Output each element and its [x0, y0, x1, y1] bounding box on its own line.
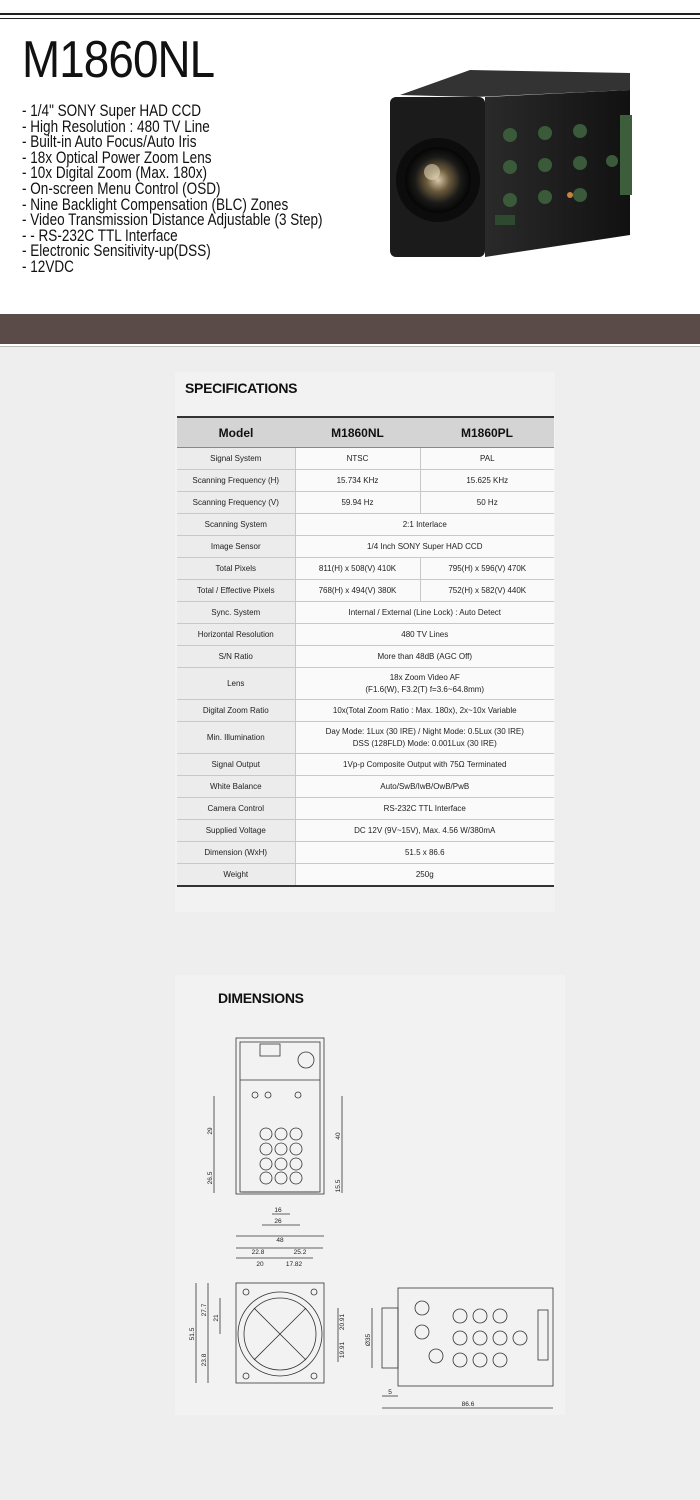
spec-label: Scanning System: [177, 514, 295, 536]
spec-label: White Balance: [177, 776, 295, 798]
feature-item: - - RS-232C TTL Interface: [22, 226, 178, 245]
dim-label: 23.8: [201, 1353, 208, 1367]
dim-label: Ø35: [365, 1333, 372, 1347]
dim-label: 86.6: [461, 1401, 475, 1408]
spec-label: Scanning Frequency (V): [177, 492, 295, 514]
spec-value: 15.734 KHz: [295, 470, 420, 492]
spec-line: Day Mode: 1Lux (30 IRE) / Night Mode: 0.5Lux (30 IRE): [325, 726, 524, 736]
spec-label: Weight: [177, 864, 295, 887]
spec-value: 2:1 Interlace: [295, 514, 554, 536]
spec-value: DC 12V (9V~15V), Max. 4.56 W/380mA: [295, 820, 554, 842]
spec-line: 18x Zoom Video AF: [389, 672, 460, 682]
table-row: [177, 514, 554, 536]
feature-item: - Built-in Auto Focus/Auto Iris: [22, 133, 197, 152]
spec-value: 480 TV Lines: [295, 624, 554, 646]
spec-value: 1/4 Inch SONY Super HAD CCD: [295, 536, 554, 558]
spec-line: (F1.6(W), F3.2(T) f=3.6~64.8mm): [365, 684, 485, 694]
spec-value: 50 Hz: [420, 492, 554, 514]
camera-module-photo: [380, 55, 670, 285]
spec-header-model: Model: [177, 417, 295, 448]
spec-label: Signal Output: [177, 754, 295, 776]
dim-label: 25.2: [293, 1249, 307, 1256]
dim-label: 20.91: [339, 1313, 346, 1331]
spec-value: PAL: [420, 448, 554, 470]
dim-label: 5: [388, 1389, 392, 1396]
dim-label: 21: [213, 1314, 220, 1322]
spec-line: DSS (128FLD) Mode: 0.001Lux (30 IRE): [352, 738, 497, 748]
table-row: [177, 798, 554, 820]
feature-list: [22, 104, 389, 276]
spec-label: Horizontal Resolution: [177, 624, 295, 646]
spec-value: 768(H) x 494(V) 380K: [295, 580, 420, 602]
specifications-heading: SPECIFICATIONS: [185, 380, 298, 396]
top-rule: [0, 13, 700, 15]
spec-label: Total Pixels: [177, 558, 295, 580]
dim-label: 48: [276, 1237, 284, 1244]
spec-value-multiline: [295, 722, 554, 754]
spec-value: 59.94 Hz: [295, 492, 420, 514]
table-row: [177, 668, 554, 700]
dim-label: 20: [256, 1261, 264, 1268]
top-rule-thin: [0, 18, 700, 19]
spec-header-ntsc: M1860NL: [295, 417, 420, 448]
table-row: [177, 470, 554, 492]
spec-header-pal: M1860PL: [420, 417, 554, 448]
spec-label: Min. Illumination: [177, 722, 295, 754]
spec-label: Digital Zoom Ratio: [177, 700, 295, 722]
dim-label: 16: [274, 1207, 282, 1214]
spec-label: Camera Control: [177, 798, 295, 820]
dim-label: 26.5: [207, 1171, 214, 1185]
spec-value: Internal / External (Line Lock) : Auto Detect: [295, 602, 554, 624]
table-row: [177, 580, 554, 602]
table-row: [177, 536, 554, 558]
table-row: [177, 448, 554, 470]
spec-value: Auto/SwB/IwB/OwB/PwB: [295, 776, 554, 798]
spec-label: Supplied Voltage: [177, 820, 295, 842]
side-view-drawing: [360, 1280, 560, 1415]
dim-label: 27.7: [201, 1303, 208, 1317]
table-row: [177, 602, 554, 624]
top-view-drawing: [190, 1030, 360, 1245]
spec-label: Signal System: [177, 448, 295, 470]
feature-item: - Electronic Sensitivity-up(DSS): [22, 242, 211, 261]
dim-label: 26: [274, 1218, 282, 1225]
spec-value: 811(H) x 508(V) 410K: [295, 558, 420, 580]
feature-item: - 10x Digital Zoom (Max. 180x): [22, 164, 207, 183]
spec-label: Scanning Frequency (H): [177, 470, 295, 492]
dim-label: 51.5: [189, 1327, 196, 1341]
spec-label: Lens: [177, 668, 295, 700]
spec-value: 51.5 x 86.6: [295, 842, 554, 864]
spec-label: Sync. System: [177, 602, 295, 624]
section-divider-band: [0, 314, 700, 344]
feature-item: - 1/4" SONY Super HAD CCD: [22, 102, 202, 120]
spec-value: RS-232C TTL Interface: [295, 798, 554, 820]
feature-item: - Nine Backlight Compensation (BLC) Zones: [22, 195, 289, 214]
spec-value: 795(H) x 596(V) 470K: [420, 558, 554, 580]
spec-value: 15.625 KHz: [420, 470, 554, 492]
feature-item: - 12VDC: [22, 257, 74, 276]
feature-item: - On-screen Menu Control (OSD): [22, 179, 221, 198]
feature-item: - 18x Optical Power Zoom Lens: [22, 148, 212, 167]
spec-value: 1Vp-p Composite Output with 75Ω Terminated: [295, 754, 554, 776]
spec-table: [177, 416, 554, 887]
dim-label: 15.5: [335, 1179, 342, 1193]
table-row: [177, 722, 554, 754]
table-row: [177, 492, 554, 514]
spec-label: Total / Effective Pixels: [177, 580, 295, 602]
dim-label: 19.91: [339, 1341, 346, 1359]
front-view-drawing: [178, 1238, 358, 1398]
table-row: [177, 624, 554, 646]
table-row: [177, 820, 554, 842]
dim-label: 22.8: [251, 1249, 265, 1256]
spec-value: NTSC: [295, 448, 420, 470]
dim-label: 40: [335, 1132, 342, 1140]
table-row: [177, 754, 554, 776]
table-row: [177, 558, 554, 580]
feature-item: - Video Transmission Distance Adjustable (3 Step): [22, 211, 323, 230]
spec-value: 752(H) x 582(V) 440K: [420, 580, 554, 602]
feature-item: - High Resolution : 480 TV Line: [22, 117, 210, 136]
spec-label: Image Sensor: [177, 536, 295, 558]
spec-value: 10x(Total Zoom Ratio : Max. 180x), 2x~10x Variable: [295, 700, 554, 722]
table-row: [177, 700, 554, 722]
spec-label: Dimension (WxH): [177, 842, 295, 864]
page-title: M1860NL: [22, 31, 215, 89]
spec-value: More than 48dB (AGC Off): [295, 646, 554, 668]
spec-label: S/N Ratio: [177, 646, 295, 668]
spec-header-row: [177, 417, 554, 448]
table-row: [177, 776, 554, 798]
dim-label: 29: [207, 1127, 214, 1135]
dimensions-heading: DIMENSIONS: [218, 990, 304, 1006]
table-row: [177, 646, 554, 668]
table-row: [177, 864, 554, 887]
dim-label: 17.82: [285, 1261, 303, 1268]
spec-value: 250g: [295, 864, 554, 887]
table-row: [177, 842, 554, 864]
spec-value-multiline: [295, 668, 554, 700]
